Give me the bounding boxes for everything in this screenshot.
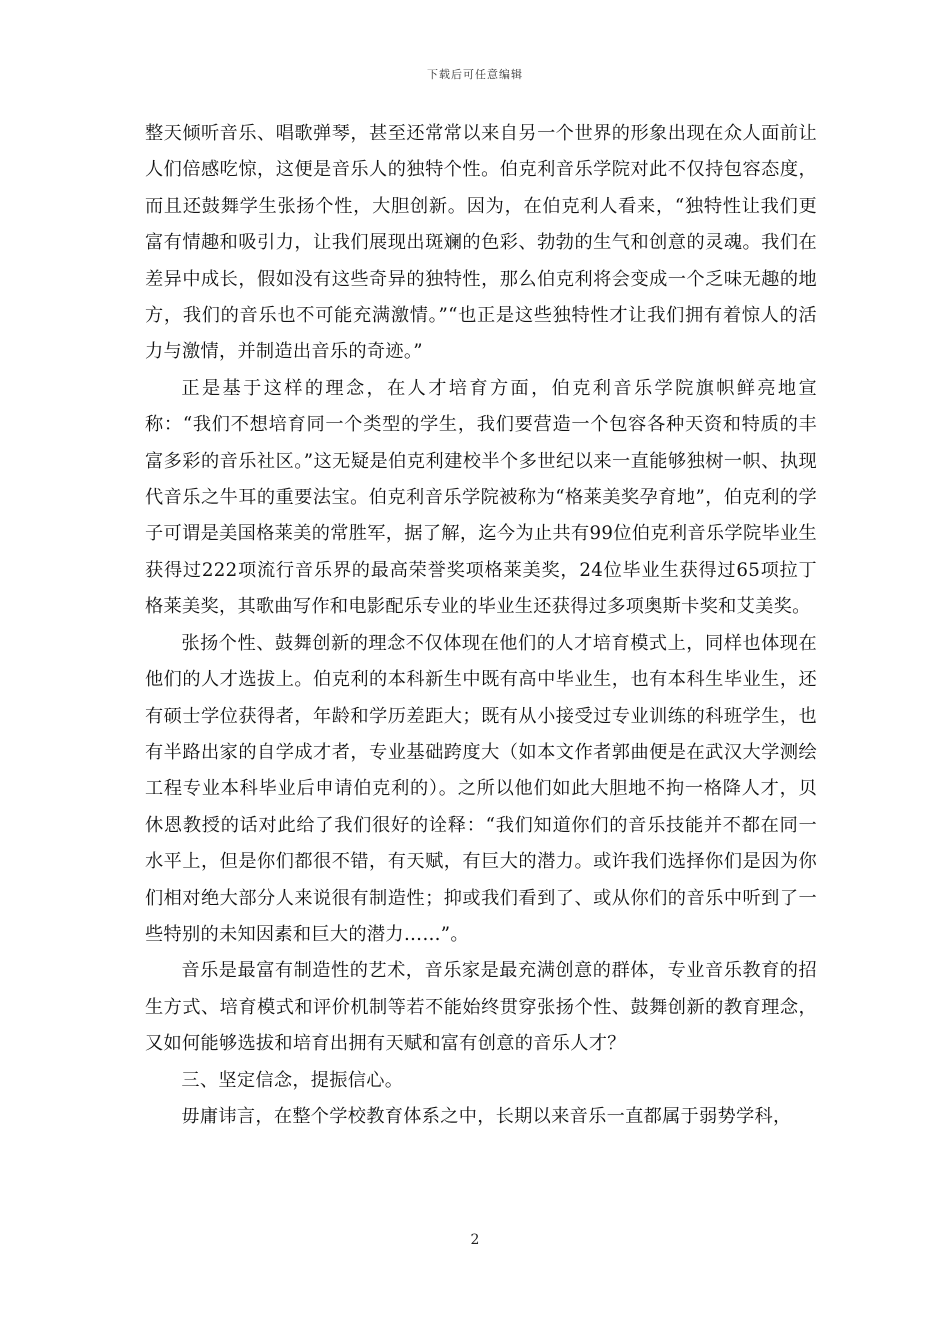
paragraph-3: 张扬个性、鼓舞创新的理念不仅体现在他们的人才培育模式上，同样也体现在他们的人才选拔上。伯克利的本科新生中既有高中毕业生，也有本科生毕业生，还有硕士学位获得者，年龄和学历差距大；既有从小接受过专业训练的科班学生，也有半路出家的自学成才者，专业基础跨度大（如本文作者郭曲便是在武汉大学测绘工程专业本科毕业后申请伯克利的）。之所以他们如此大胆地不拘一格降人才，贝休恩教授的话对此给了我们很好的诠释：“我们知道你们的音乐技能并不都在同一水平上，但是你们都很不错，有天赋，有巨大的潜力。或许我们选择你们是因为你们相对绝大部分人来说很有制造性；抑或我们看到了、或从你们的音乐中听到了一些特别的未知因素和巨大的潜力……”。 bbox=[145, 632, 817, 945]
document-body bbox=[145, 116, 817, 1135]
page-number: 2 bbox=[470, 1232, 480, 1248]
paragraph-1: 整天倾听音乐、唱歌弹琴，甚至还常常以来自另一个世界的形象出现在众人面前让人们倍感吃惊，这便是音乐人的独特个性。伯克利音乐学院对此不仅持包容态度，而且还鼓舞学生张扬个性，大胆创新。因为，在伯克利人看来，“独特性让我们更富有情趣和吸引力，让我们展现出斑斓的色彩、勃勃的生气和创意的灵魂。我们在差异中成长，假如没有这些奇异的独特性，那么伯克利将会变成一个乏味无趣的地方，我们的音乐也不可能充满激情。”“也正是这些独特性才让我们拥有着惊人的活力与激情，并制造出音乐的奇迹。” bbox=[145, 123, 817, 363]
paragraph-4: 音乐是最富有制造性的艺术，音乐家是最充满创意的群体，专业音乐教育的招生方式、培育模式和评价机制等若不能始终贯穿张扬个性、鼓舞创新的教育理念，又如何能够选拔和培育出拥有天赋和富有创意的音乐人才？ bbox=[145, 960, 817, 1055]
section-heading: 三、坚定信念，提振信心。 bbox=[181, 1069, 404, 1091]
paragraph-2: 正是基于这样的理念，在人才培育方面，伯克利音乐学院旗帜鲜亮地宣称：“我们不想培育同一个类型的学生，我们要营造一个包容各种天资和特质的丰富多彩的音乐社区。”这无疑是伯克利建校半个多世纪以来一直能够独树一帜、执现代音乐之牛耳的重要法宝。伯克利音乐学院被称为“格莱美奖孕育地”，伯克利的学子可谓是美国格莱美的常胜军，据了解，迄今为止共有99位伯克利音乐学院毕业生获得过222项流行音乐界的最高荣誉奖项格莱美奖，24位毕业生获得过65项拉丁格莱美奖，其歌曲写作和电影配乐专业的毕业生还获得过多项奥斯卡奖和艾美奖。 bbox=[145, 377, 817, 618]
paragraph-5: 毋庸讳言，在整个学校教育体系之中，长期以来音乐一直都属于弱势学科， bbox=[181, 1105, 792, 1127]
page-header: 下载后可任意编辑 bbox=[427, 68, 523, 81]
